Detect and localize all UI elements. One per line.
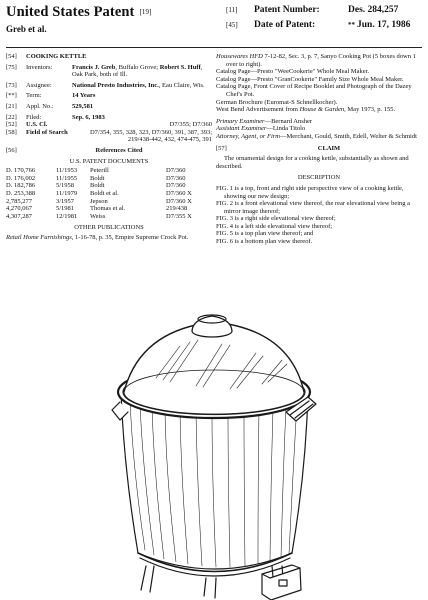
patent-title: United States Patent [19] [6, 4, 152, 20]
reference-cls: D7/360 [166, 182, 186, 190]
figure-description: FIG. 3 is a right side elevational view thereof; [216, 215, 336, 223]
figure-description: FIG. 4 is a left side elevational view thereof; [216, 222, 333, 230]
primary-examiner: Primary Examiner—Bernard Ansher [216, 117, 313, 125]
reference-date: 5/1958 [56, 182, 75, 190]
reference-cls: D7/360 X [166, 197, 192, 205]
reference-cls: D7/360 [166, 167, 186, 175]
reference-name: Boldt et al. [90, 189, 119, 197]
reference-num: 4,270,067 [6, 205, 32, 213]
reference-num: D. 182,786 [6, 182, 36, 190]
field-term: [**] Term: 14 Years [6, 92, 96, 100]
field-appl-no: [21] Appl. No.: 529,581 [6, 102, 94, 110]
publication-entry: Housewares HFD 7-12-82, Sec. 3, p. 7, Sanyo Cooking Pot (5 boxes down 1 over to right). [216, 53, 416, 68]
reference-num: D. 253,388 [6, 189, 36, 197]
field-inventors: [75] Inventors: Francis J. Greb, Buffalo Grove; Robert S. Huff, Oak Park, both of Ill. [6, 63, 203, 79]
reference-name: Thomas et al. [90, 205, 126, 213]
figure-description: FIG. 5 is a top plan view thereof; and [216, 230, 314, 238]
assistant-examiner: Assistant Examiner—Linda Titolo [216, 125, 306, 133]
reference-date: 11/1979 [56, 189, 78, 197]
reference-cls: 219/438 [166, 205, 188, 213]
patent-number: Des. 284,257 [348, 5, 399, 15]
reference-name: Peterill [90, 167, 109, 175]
reference-date: 11/1953 [56, 167, 78, 175]
inventor-short: Greb et al. [6, 24, 47, 34]
publication-entry: Catalog Page—Presto "WeeCookerie" Whole Meal Maker. [216, 68, 370, 76]
us-patent-docs-title: U.S. PATENT DOCUMENTS [69, 157, 149, 165]
reference-num: D. 176,002 [6, 174, 36, 182]
reference-name: Boldt [90, 182, 105, 190]
reference-date: 3/1957 [56, 197, 75, 205]
reference-date: 12/1981 [56, 212, 78, 220]
reference-name: Boldt [90, 174, 105, 182]
patent-date: Jun. 17, 1986 [357, 20, 411, 30]
field-us-cl: [52] U.S. Cl. D7/355; D7/360 [6, 121, 212, 129]
figure-description: FIG. 2 is a front elevational view thereof, the rear elevational view being a mirror image thereof; [216, 200, 411, 215]
other-publications-title: OTHER PUBLICATIONS [74, 224, 144, 232]
other-publication-entry: Retail Home Furnishings, 1-16-78, p. 35, Empire Supreme Crock Pot. [6, 233, 189, 241]
field-title: [54] COOKING KETTLE [6, 53, 87, 60]
field-search: [58] Field of Search D7/354, 355, 328, 323, D7/360, 391, 387, 393; 219/438-442, 432, 474-475, 391 [6, 128, 212, 144]
reference-cls: D7/360 X [166, 189, 192, 197]
claim-header: [57] CLAIM [216, 144, 341, 152]
publication-entry: Catalog Page, Front Cover of Recipe Booklet and Photograph of the Dazey Chef's Pot. [216, 83, 412, 98]
reference-date: 11/1955 [56, 174, 78, 182]
field-assignee: [73] Assignee: National Presto Industries, Inc., Eau Claire, Wis. [6, 81, 205, 89]
field-filed: [22] Filed: Sep. 6, 1983 [6, 113, 105, 121]
reference-num: D. 170,766 [6, 167, 36, 175]
attorney: Attorney, Agent, or Firm—Merchant, Gould, Smith, Edell, Welter & Schmidt [216, 132, 417, 140]
date-row: [45] Date of Patent: ** Jun. 17, 1986 [226, 20, 411, 30]
figure-description: FIG. 6 is a bottom plan view thereof. [216, 238, 313, 246]
reference-name: Jepson [90, 197, 108, 205]
reference-num: 4,307,287 [6, 212, 32, 220]
claim-text: The ornamental design for a cooking kettle, substantially as shown and described. [216, 155, 409, 170]
description-title: DESCRIPTION [297, 174, 341, 182]
publication-entry: West Bend Advertisement from House & Garden, May 1973, p. 155. [216, 106, 396, 114]
figure-description: FIG. 1 is a top, front and right side perspective view of a cooking kettle, showing our new design; [216, 184, 404, 200]
publication-entry: German Brochure (Euromat-S Schnellkocher). [216, 98, 338, 106]
reference-name: Weiss [90, 212, 106, 220]
reference-num: 2,785,277 [6, 197, 32, 205]
reference-date: 5/1981 [56, 205, 75, 213]
reference-cls: D7/360 [166, 174, 186, 182]
reference-cls: D7/355 X [166, 212, 192, 220]
patent-number-row: [11] Patent Number: Des. 284,257 [226, 5, 399, 15]
publication-entry: Catalog Page—Presto "GranCookerie" Family Size Whole Meal Maker. [216, 75, 404, 83]
references-header: [56] References Cited [6, 146, 143, 154]
